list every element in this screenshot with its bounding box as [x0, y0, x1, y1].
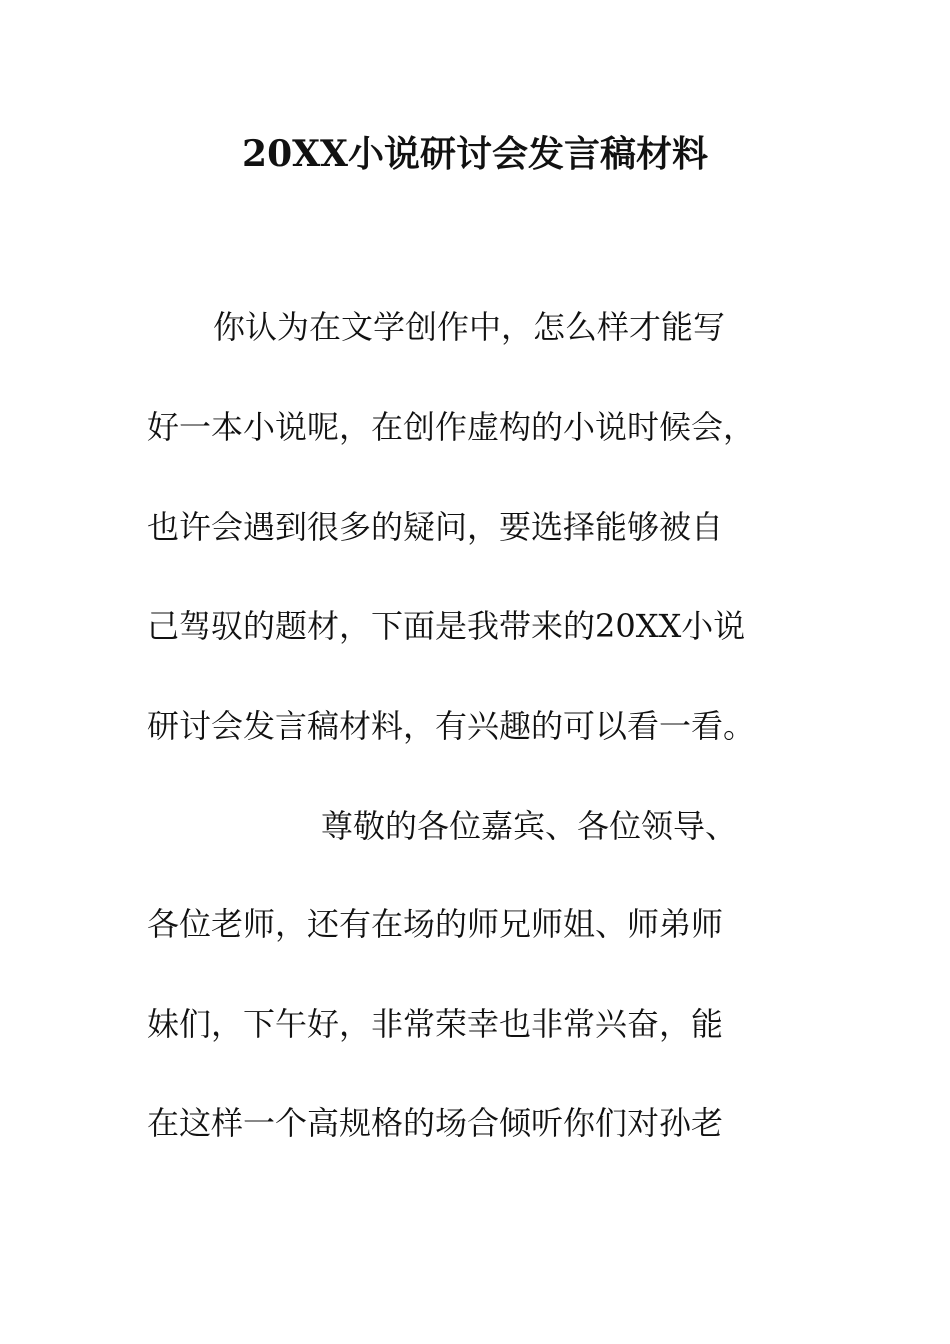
body-line-4: 己驾驭的题材，下面是我带来的20XX小说	[147, 607, 746, 645]
body-line-7: 各位老师，还有在场的师兄师姐、师弟师	[147, 905, 724, 943]
body-line-9: 在这样一个高规格的场合倾听你们对孙老	[147, 1104, 724, 1142]
document-title: 20XX小说研讨会发言稿材料	[242, 133, 708, 175]
body-line-8: 妹们，下午好，非常荣幸也非常兴奋，能	[147, 1005, 724, 1043]
body-line-1: 你认为在文学创作中，怎么样才能写	[213, 308, 726, 346]
body-line-2: 好一本小说呢，在创作虚构的小说时候会，	[147, 408, 756, 446]
body-line-5: 研讨会发言稿材料，有兴趣的可以看一看。	[147, 707, 756, 745]
body-line-6: 尊敬的各位嘉宾、各位领导、	[321, 807, 738, 845]
body-line-3: 也许会遇到很多的疑问，要选择能够被自	[147, 508, 724, 546]
